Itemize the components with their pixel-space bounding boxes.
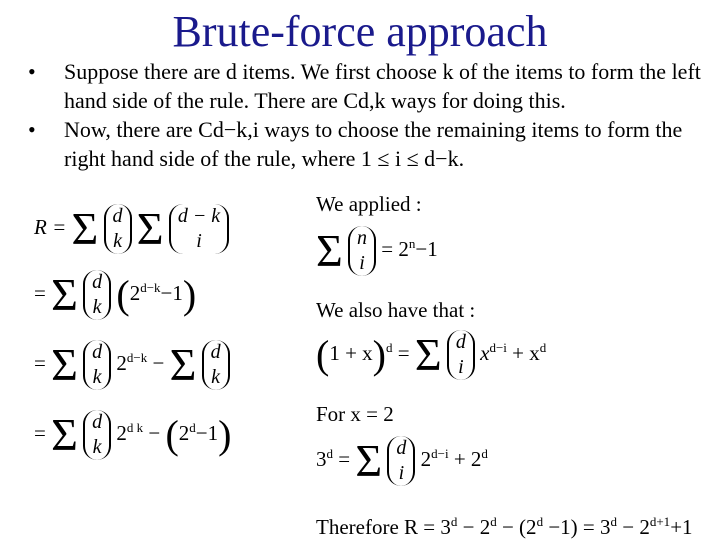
bullet-item [28, 115, 718, 173]
formula-line-1 [34, 204, 229, 254]
slide-title: Brute-force approach [172, 7, 548, 56]
binomial: d k [104, 204, 132, 254]
applied-label: We applied : [316, 192, 422, 216]
binomial-theorem: $(1 + x)^d = \Sigma$ d i $x^{d-i} + x^d$ [316, 329, 547, 380]
bullet-text: Suppose there are d items. We first choose k of the items to form the left hand side of the rule. There are Cd,k ways for doing this. [64, 59, 701, 113]
applied-formula: Σ n $i = 2^n-1$ [316, 225, 438, 276]
bullet-list [28, 57, 718, 173]
bullet-dot: • [28, 117, 36, 142]
binomial: d k [83, 410, 111, 460]
therefore-formula: Therefore $R = 3^d - 2^d - (2^d -1) = 3^d - 2^{d+1}+1$ [316, 514, 693, 539]
bullet-item [28, 57, 718, 115]
sum-symbol: Σ [169, 339, 197, 390]
binomial: d k [83, 270, 111, 320]
formula-line-2: = Σ d k $(2^{d-k}-1)$ [34, 269, 197, 320]
for-x-label: For x = 2 [316, 402, 394, 426]
sum-symbol: Σ [51, 339, 78, 390]
sum-symbol: Σ [51, 269, 78, 320]
binomial: d k [83, 340, 111, 390]
binomial: d k [202, 340, 230, 390]
formula-lhs: R = [34, 214, 67, 239]
also-label: We also have that : [316, 298, 476, 322]
sum-symbol: Σ [136, 203, 164, 254]
sum-symbol: Σ [51, 409, 78, 460]
sum-symbol: Σ [71, 203, 99, 254]
bullet-dot: • [28, 59, 36, 84]
formula-line-4: = Σ d k $2^{d k} - (2^d-1)$ [34, 409, 232, 460]
binomial: d − k i [169, 204, 229, 254]
formula-line-3: = Σ d k $2^{d-k} - \Sigma$ d k [34, 340, 230, 390]
bullet-text: Now, there are Cd−k,i ways to choose the remaining items to form the right hand side of the rule, where 1 ≤ i ≤ d−k. [64, 117, 683, 171]
for-x-formula: 3$^d$ = Σ d i $2^{d-i} + 2^d$ [316, 435, 488, 486]
